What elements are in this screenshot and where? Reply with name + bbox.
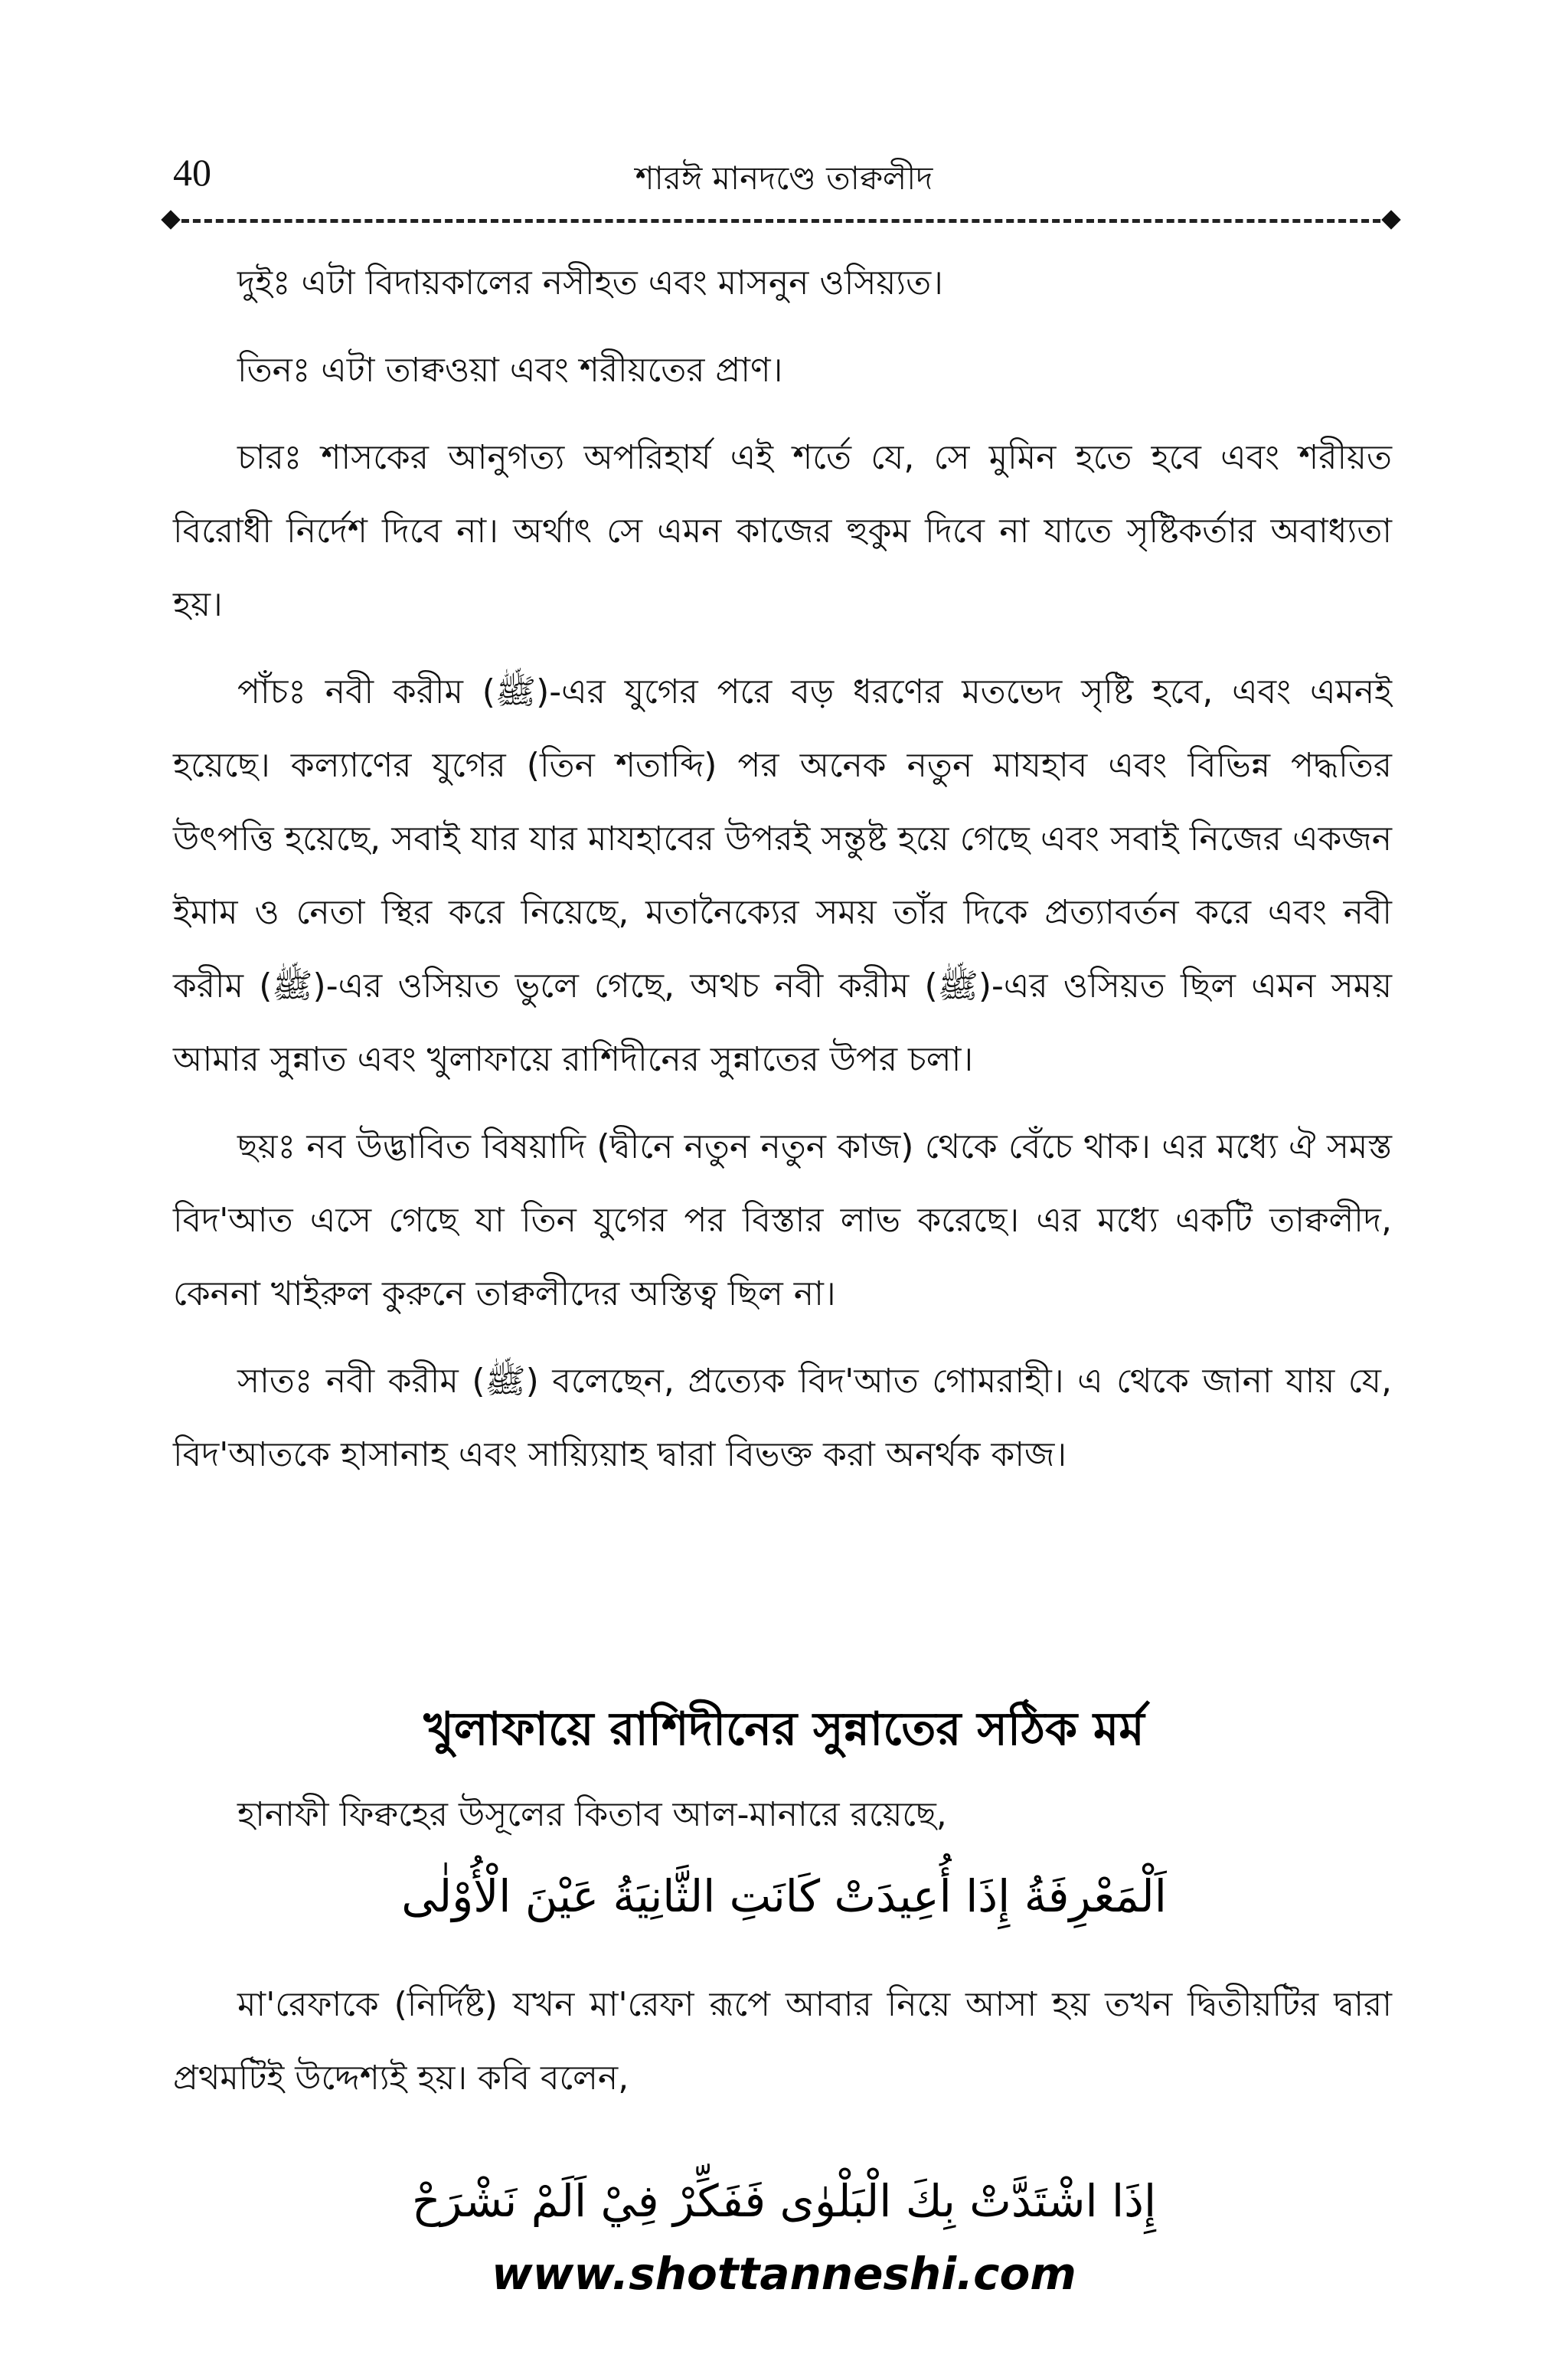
paragraph-three: তিনঃ এটা তাক্বওয়া এবং শরীয়তের প্রাণ। <box>237 351 783 390</box>
paragraph-two: দুইঃ এটা বিদায়কালের নসীহত এবং মাসনুন ওসিয়্যত। <box>237 263 943 303</box>
paragraph-seven: সাতঃ নবী করীম (ﷺ) বলেছেন, প্রত্যেক বিদ'আত গোমরাহী। এ থেকে জানা যায় যে, বিদ'আতকে হাসানাহ এবং সায়্যিয়াহ দ্বারা বিভক্ত করা অনর্থক কাজ। <box>173 1362 1392 1474</box>
rule-diamond-right <box>1381 210 1400 229</box>
paragraph-five: পাঁচঃ নবী করীম (ﷺ)-এর যুগের পরে বড় ধরণের মতভেদ সৃষ্টি হবে, এবং এমনই হয়েছে। কল্যাণের যুগের (তিন শতাব্দি) পর অনেক নতুন মাযহাব এবং বিভিন্ন পদ্ধতির উৎপত্তি হয়েছে, সবাই যার যার মাযহাবের উপরই সন্তুষ্ট হয়ে গেছে এবং সবাই নিজের একজন ইমাম ও নেতা স্থির করে নিয়েছে, মতানৈক্যের সময় তাঁর দিকে প্রত্যাবর্তন করে এবং নবী করীম (ﷺ)-এর ওসিয়ত ভুলে গেছে, অথচ নবী করীম (ﷺ)-এর ওসিয়ত ছিল এমন সময় আমার সুন্নাত এবং খুলাফায়ে রাশিদীনের সুন্নাতের উপর চলা। <box>173 672 1392 1079</box>
header-rule <box>170 219 1392 223</box>
body-text <box>173 247 1392 1506</box>
paragraph-six: ছয়ঃ নব উদ্ভাবিত বিষয়াদি (দ্বীনে নতুন নতুন কাজ) থেকে বেঁচে থাক। এর মধ্যে ঐ সমস্ত বিদ'আত এসে গেছে যা তিন যুগের পর বিস্তার লাভ করেছে। এর মধ্যে একটি তাক্বলীদ, কেননা খাইরুল কুরুনে তাক্বলীদের অস্তিত্ব ছিল না। <box>173 1127 1392 1313</box>
running-title: শারঈ মানদণ্ডে তাক্বলীদ <box>635 159 933 197</box>
section-intro: হানাফী ফিক্বহের উসূলের কিতাব আল-মানারে রয়েছে, <box>237 1795 947 1834</box>
arabic-quote-1: اَلْمَعْرِفَةُ إِذَا أُعِيدَتْ كَانَتِ الثَّانِيَةُ عَيْنَ الْأُوْلٰى <box>401 1870 1167 1922</box>
section-heading: খুলাফায়ে রাশিদীনের সুন্নাতের সঠিক মর্ম <box>423 1702 1145 1756</box>
arabic-quote-2: إِذَا اشْتَدَّتْ بِكَ الْبَلْوٰى فَفَكِّرْ فِيْ اَلَمْ نَشْرَحْ <box>411 2175 1157 2227</box>
website-link[interactable]: www.shottanneshi.com <box>492 2248 1076 2300</box>
page-number: 40 <box>173 151 211 194</box>
section-explanation: মা'রেফাকে (নির্দিষ্ট) যখন মা'রেফা রূপে আবার নিয়ে আসা হয় তখন দ্বিতীয়টির দ্বারা প্রথমটিই উদ্দেশ্যই হয়। কবি বলেন, <box>173 1985 1392 2098</box>
rule-diamond-left <box>161 210 180 229</box>
paragraph-four: চারঃ শাসকের আনুগত্য অপরিহার্য এই শর্তে যে, সে মুমিন হতে হবে এবং শরীয়ত বিরোধী নির্দেশ দিবে না। অর্থাৎ সে এমন কাজের হুকুম দিবে না যাতে সৃষ্টিকর্তার অবাধ্যতা হয়। <box>173 438 1392 624</box>
